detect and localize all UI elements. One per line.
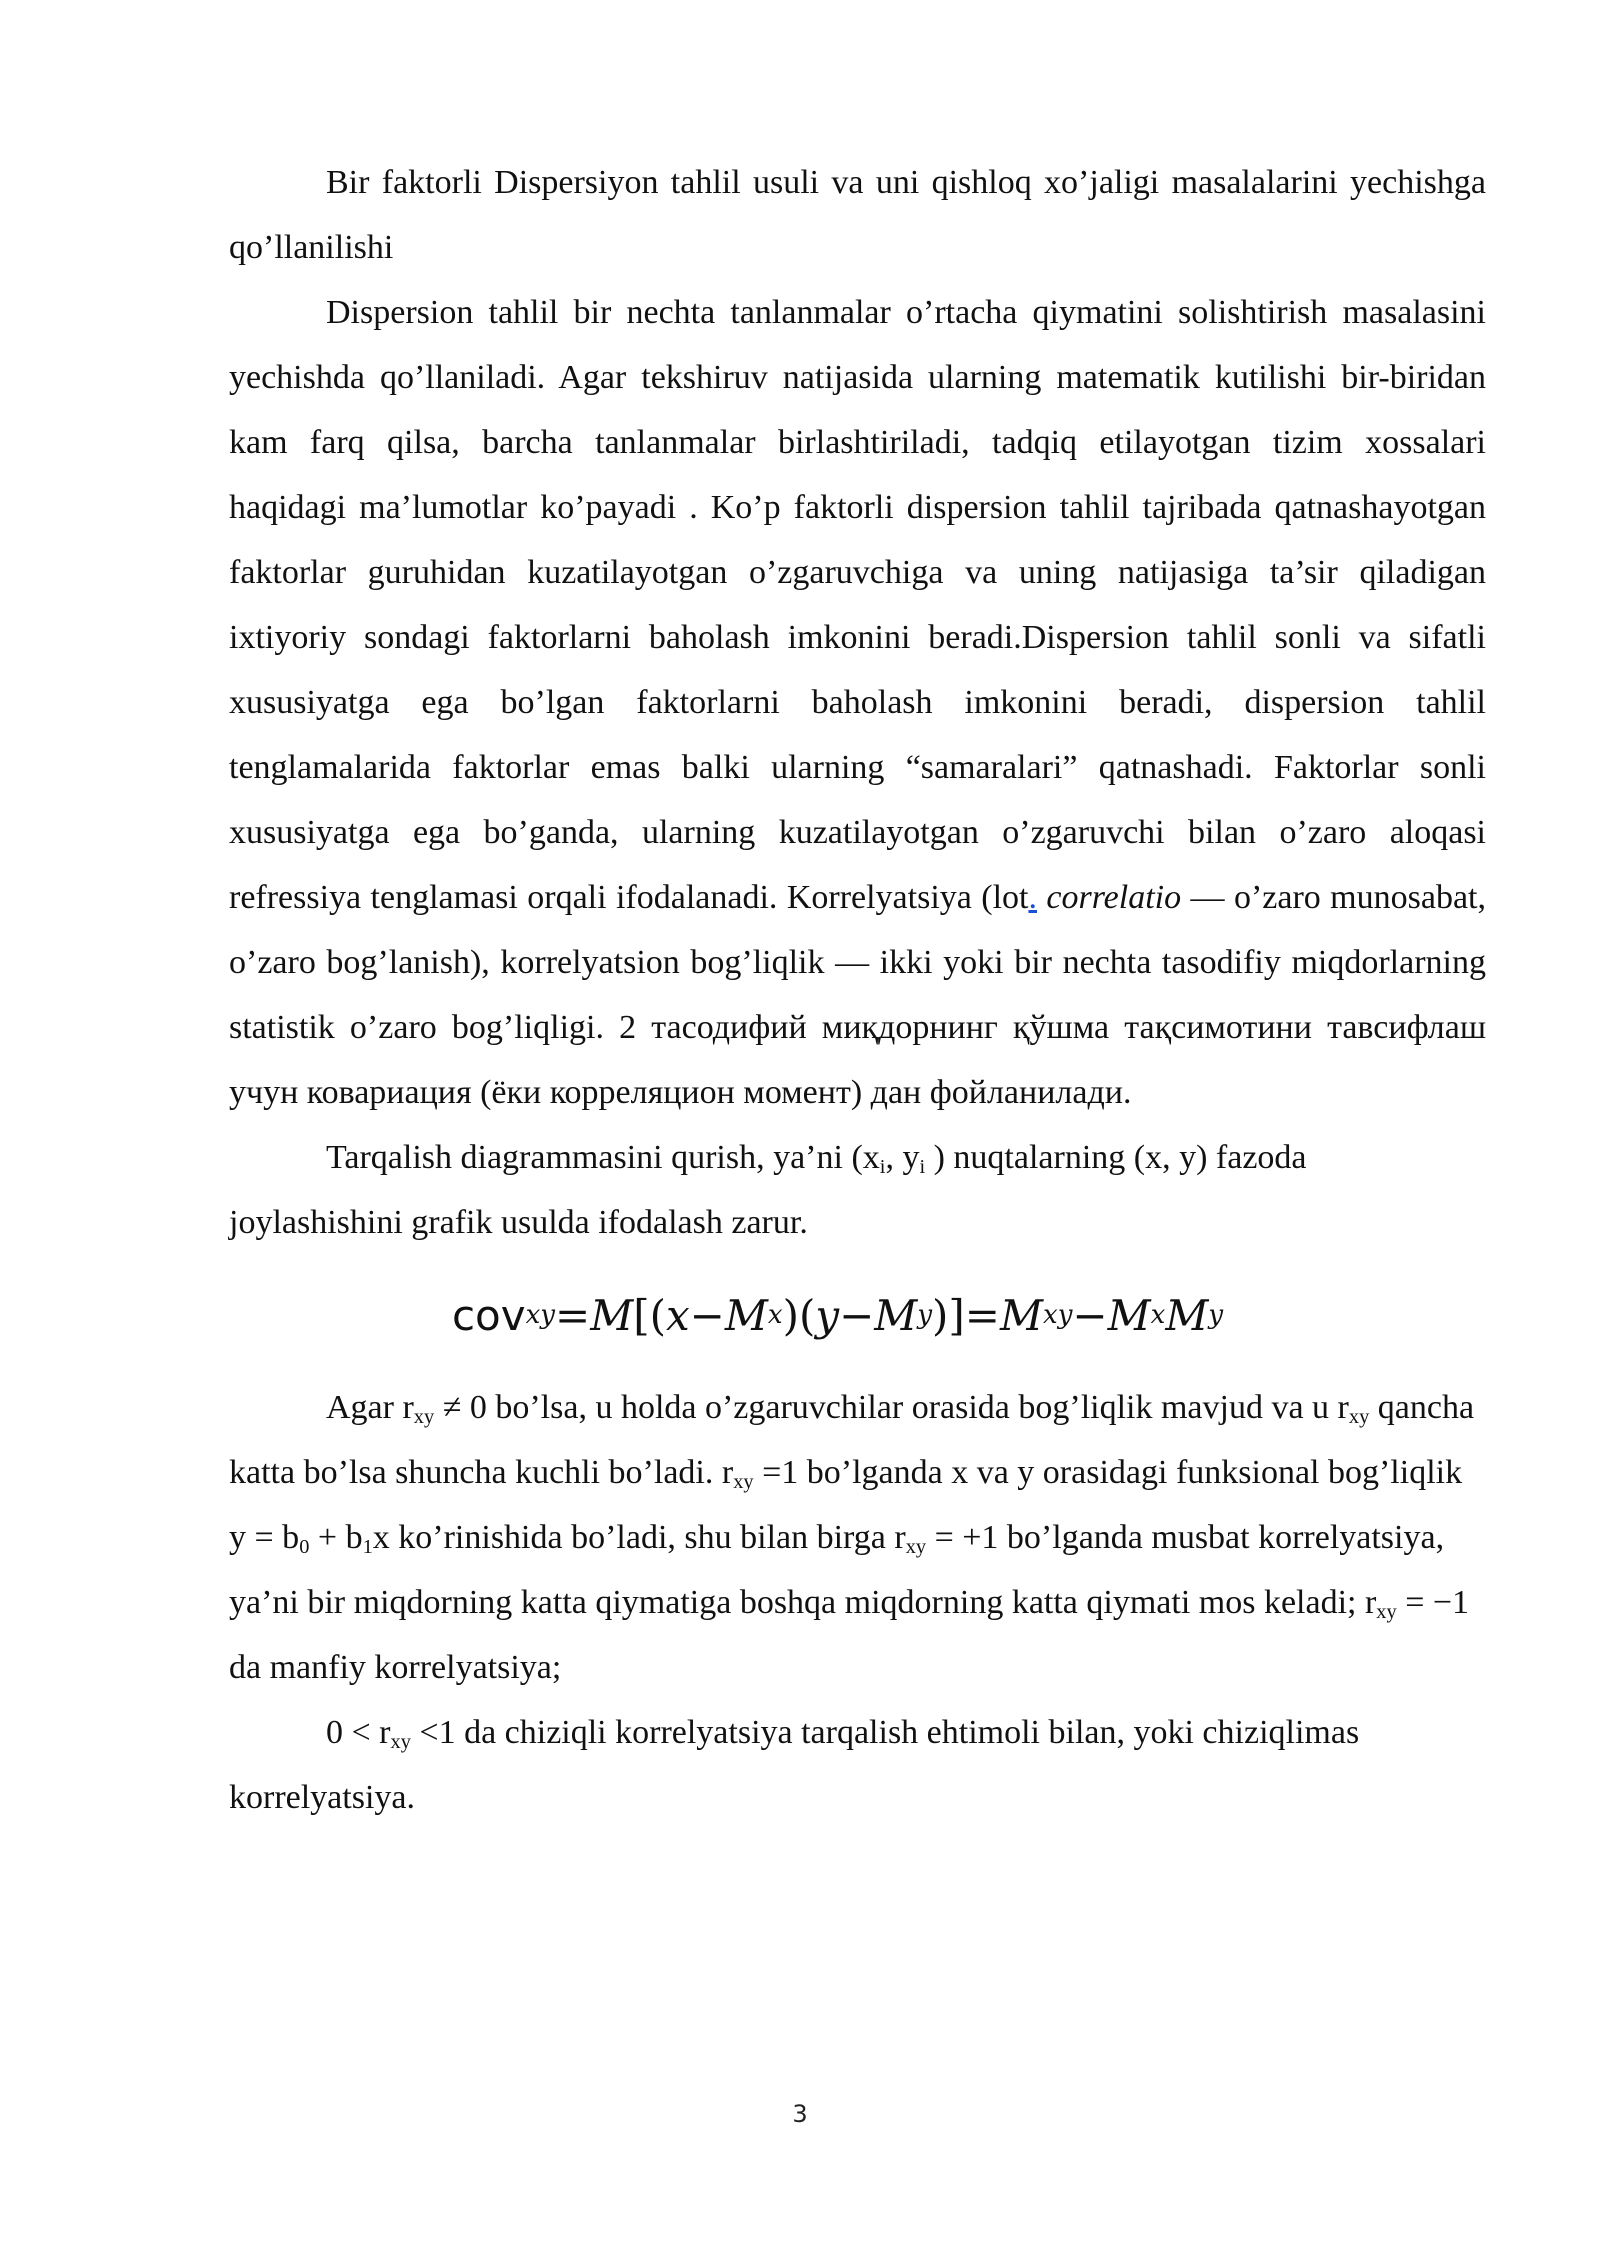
- subscript-1: 1: [362, 1536, 373, 1559]
- subscript-xy: xy: [390, 1731, 411, 1754]
- rxy-text: = +1 bo’lganda musbat korrelyatsiya, ya’ni bir miqdorning katta qiymatiga boshqa miqdorning katta qiymati mos keladi; r: [229, 1519, 1445, 1621]
- paragraph-dispersion: [229, 280, 1486, 1125]
- paragraph-scatter: [229, 1125, 1486, 1255]
- section-title-text: Bir faktorli Dispersiyon tahlil usuli va uni qishloq xo’jaligi masalalarini yechishga qo’llanilishi: [229, 164, 1486, 266]
- subscript-0: 0: [299, 1536, 310, 1559]
- subscript-i: i: [919, 1156, 926, 1179]
- rxy-text: qancha katta bo’lsa shuncha kuchli bo’ladi. r: [229, 1389, 1475, 1491]
- scatter-text-b: , y: [885, 1139, 920, 1176]
- subscript-i: i: [879, 1156, 886, 1179]
- paragraph-rxy: [229, 1375, 1486, 1700]
- subscript-xy: xy: [905, 1536, 927, 1559]
- latin-link[interactable]: .: [1028, 879, 1037, 916]
- formula-bracket: )(: [782, 1290, 816, 1340]
- formula-M: M: [874, 1290, 918, 1340]
- paragraph-dispersion-text: Dispersion tahlil bir nechta tanlanmalar o’rtacha qiymatini solishtirish masalasini yechishda qo’llaniladi. Agar tekshiruv natijasida ularning matematik kutilishi bir-biridan kam farq qilsa, barcha tanlanmalar birlashtiriladi, tadqiq etilayotgan tizim xossalari haqidagi ma’lumotlar ko’payadi . Ko’p faktorli dispersion tahlil tajribada qatnashayotgan faktorlar guruhidan kuzatilayotgan o’zgaruvchiga va uning natijasiga ta’sir qiladigan ixtiyoriy sondagi faktorlarni baholash imkonini beradi.Dispersion tahlil sonli va sifatli xususiyatga ega bo’lgan faktorlarni baholash imkonini beradi, dispersion tahlil tenglamalarida faktorlar emas balki ularning “samaralari” qatnashadi. Faktorlar sonli xususiyatga ega bo’ganda, ularning kuzatilayotgan o’zgaruvchi bilan o’zaro aloqasi refressiya tenglamasi orqali ifodalanadi. Korrelyatsiya (lot: [229, 294, 1486, 916]
- formula-eq: =: [554, 1290, 591, 1340]
- formula-x: x: [665, 1290, 690, 1340]
- page-number: 3: [792, 2100, 808, 2128]
- rxy-text: = −1 da manfiy korrelyatsiya;: [229, 1584, 1470, 1686]
- formula-y: y: [815, 1290, 840, 1340]
- linear-text: <1 da chiziqli korrelyatsiya tarqalish ehtimoli bilan, yoki chiziqlimas korrelyatsiya.: [229, 1714, 1360, 1816]
- formula-M: M: [590, 1290, 634, 1340]
- subscript-xy: xy: [1348, 1406, 1370, 1429]
- rxy-text: ≠ 0 bo’lsa, u holda o’zgaruvchilar orasida bog’liqlik mavjud va u r: [434, 1389, 1349, 1426]
- scatter-text-a: Tarqalish diagrammasini qurish, ya’ni (x: [326, 1139, 880, 1176]
- subscript-xy: xy: [733, 1471, 754, 1494]
- document-body: [229, 150, 1486, 1830]
- paragraph-correlation-text: — o’zaro munosabat, o’zaro bog’lanish), korrelyatsion bog’liqlik — ikki yoki bir nechta tasodifiy miqdorlarning statistik o’zaro bog’liqligi. 2 тасодифий миқдорнинг қўшма тақсимотини тавсифлаш учун ковариация (ёки корреляцион момент) дан фойланилади.: [229, 879, 1486, 1111]
- rxy-text: + b: [309, 1519, 363, 1556]
- formula-M: M: [1165, 1290, 1209, 1340]
- formula-minus: −: [839, 1290, 875, 1340]
- formula-minus: −: [1072, 1290, 1108, 1340]
- scatter-text-c: ) nuqtalarning (x, y) fazoda joylashishini grafik usulda ifodalash zarur.: [229, 1139, 1307, 1241]
- formula-bracket: [(: [633, 1290, 666, 1340]
- rxy-text: =1 bo’lganda x va y orasidagi funksional bog’liqlik y = b: [229, 1454, 1463, 1556]
- covariance-formula: cov xy = M [( x − M x )( y − M y )]= M xy − M x M y: [229, 1255, 1486, 1375]
- formula-minus: −: [689, 1290, 725, 1340]
- section-title: [229, 150, 1486, 280]
- rxy-text: x ko’rinishida bo’ladi, shu bilan birga r: [372, 1519, 906, 1556]
- formula-M: M: [724, 1290, 768, 1340]
- formula-cov: cov: [451, 1290, 526, 1340]
- paragraph-linear-correlation: [229, 1700, 1486, 1830]
- linear-text: 0 < r: [326, 1714, 391, 1751]
- subscript-xy: xy: [413, 1406, 435, 1429]
- formula-M: M: [1000, 1290, 1044, 1340]
- formula-bracket: )]=: [932, 1290, 1000, 1340]
- rxy-text: Agar r: [326, 1389, 414, 1426]
- formula-M: M: [1107, 1290, 1151, 1340]
- latin-term: correlatio: [1036, 879, 1182, 916]
- subscript-xy: xy: [1376, 1601, 1397, 1624]
